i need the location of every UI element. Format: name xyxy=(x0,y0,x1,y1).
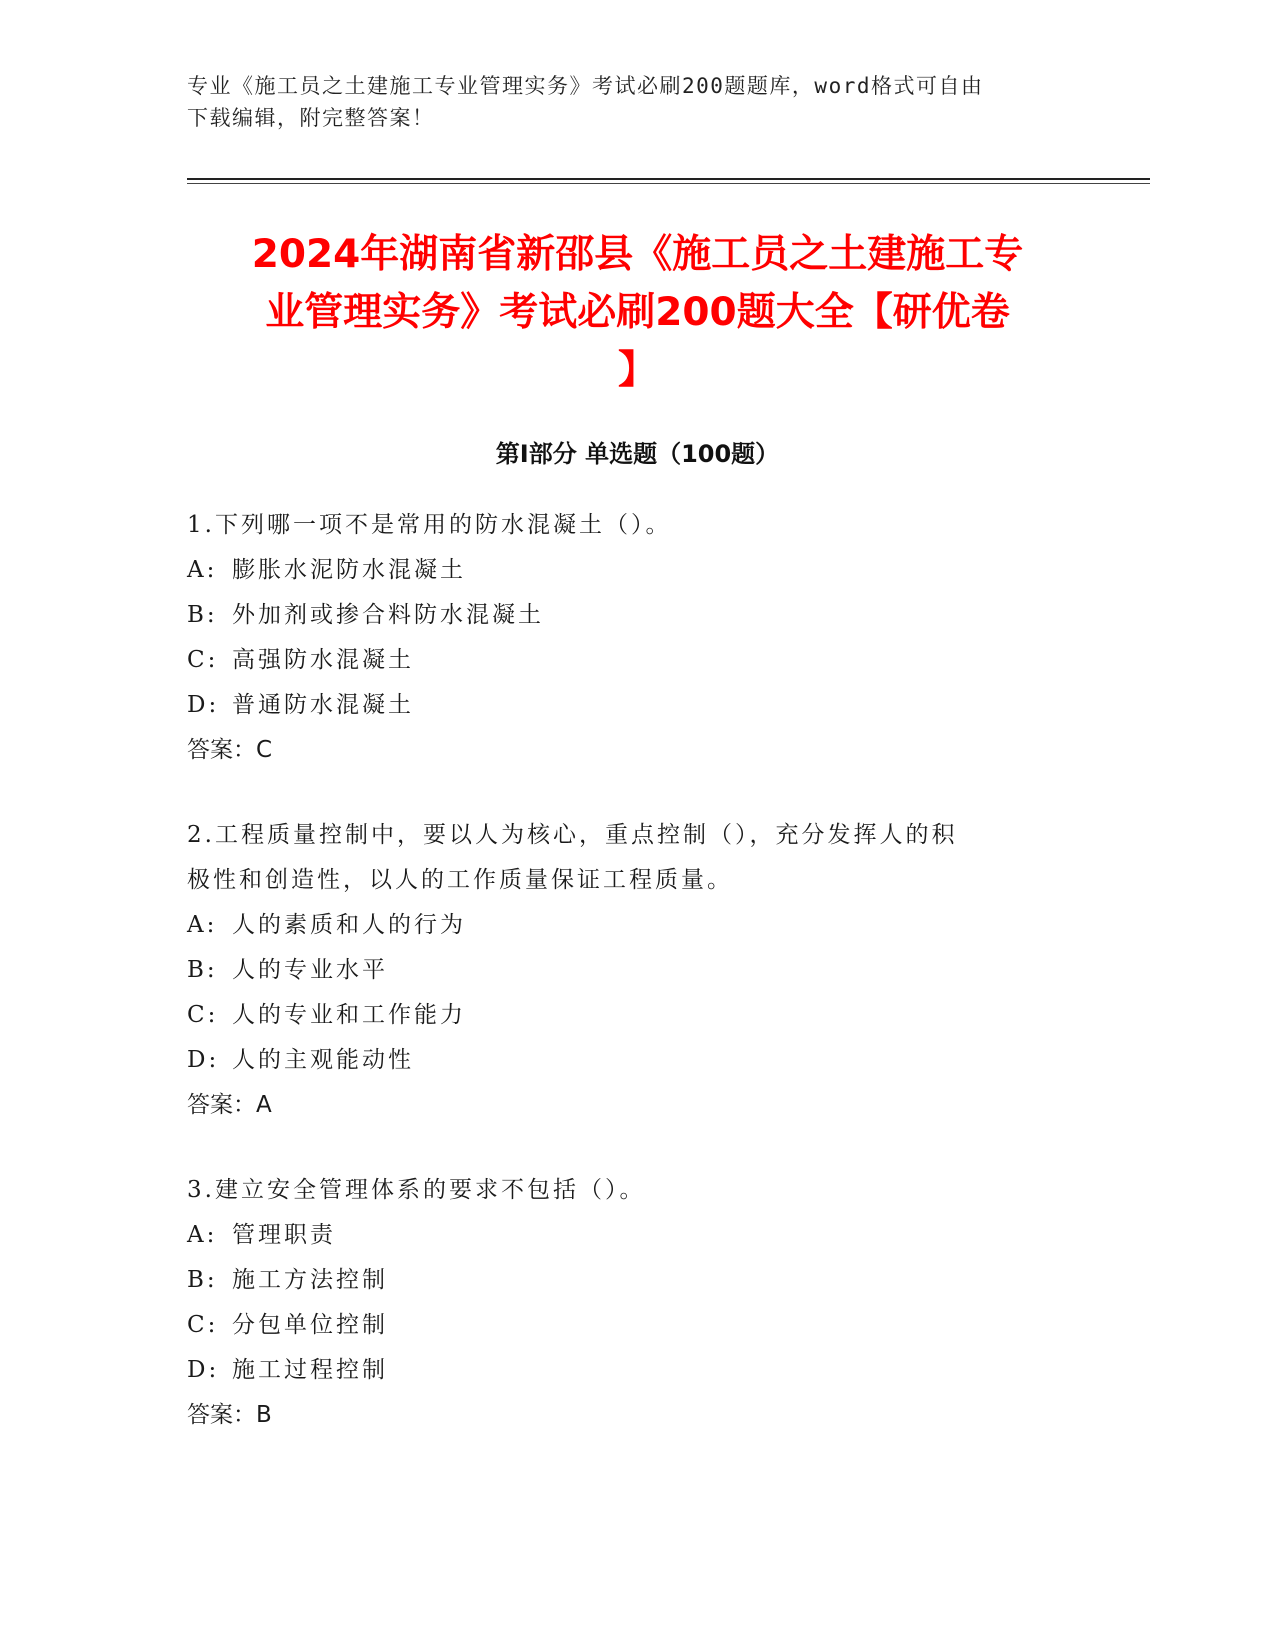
option-c xyxy=(187,1303,1067,1348)
document-title-line-1: 2024年湖南省新邵县《施工员之土建施工专 xyxy=(251,232,1024,277)
answer-line: 答案：C xyxy=(187,737,273,763)
option-letter: D: xyxy=(187,1357,220,1383)
section-heading: 第Ⅰ部分 单选题（100题） xyxy=(495,440,780,468)
option-text: 人的素质和人的行为 xyxy=(232,912,466,938)
option-letter: C: xyxy=(187,1312,219,1338)
option-text: 膨胀水泥防水混凝土 xyxy=(232,557,466,583)
answer-line: 答案：B xyxy=(187,1402,272,1428)
question-1 xyxy=(187,503,1067,773)
option-letter: A: xyxy=(187,557,218,583)
option-a xyxy=(187,548,1067,593)
option-d xyxy=(187,1038,1067,1083)
question-stem: 3.建立安全管理体系的要求不包括（）。 xyxy=(187,1177,646,1203)
question-stem: 2.工程质量控制中，要以人为核心，重点控制（），充分发挥人的积 xyxy=(187,822,958,848)
document-title xyxy=(175,226,1100,400)
option-text: 人的专业水平 xyxy=(232,957,388,983)
option-text: 普通防水混凝土 xyxy=(232,692,414,718)
option-c xyxy=(187,993,1067,1038)
option-letter: B: xyxy=(187,602,218,628)
header-note xyxy=(187,70,1067,134)
option-b xyxy=(187,593,1067,638)
option-a xyxy=(187,903,1067,948)
option-letter: A: xyxy=(187,1222,218,1248)
option-letter: D: xyxy=(187,692,220,718)
option-letter: A: xyxy=(187,912,218,938)
header-divider-thick xyxy=(187,178,1150,180)
question-stem-continued: 极性和创造性，以人的工作质量保证工程质量。 xyxy=(187,867,733,893)
question-stem: 1.下列哪一项不是常用的防水混凝土（）。 xyxy=(187,512,672,538)
option-text: 施工过程控制 xyxy=(232,1357,388,1383)
option-text: 外加剂或掺合料防水混凝土 xyxy=(232,602,544,628)
option-letter: D: xyxy=(187,1047,220,1073)
question-2 xyxy=(187,813,1067,1128)
option-b xyxy=(187,948,1067,993)
option-text: 人的专业和工作能力 xyxy=(232,1002,466,1028)
option-letter: B: xyxy=(187,957,218,983)
option-a xyxy=(187,1213,1067,1258)
answer-line: 答案：A xyxy=(187,1092,272,1118)
option-text: 高强防水混凝土 xyxy=(232,647,414,673)
header-divider-thin xyxy=(187,183,1150,184)
option-text: 分包单位控制 xyxy=(232,1312,388,1338)
option-d xyxy=(187,683,1067,728)
option-letter: C: xyxy=(187,647,219,673)
document-title-line-3: 】 xyxy=(617,348,657,393)
option-letter: B: xyxy=(187,1267,218,1293)
document-title-line-2: 业管理实务》考试必刷200题大全【研优卷 xyxy=(265,290,1010,335)
option-letter: C: xyxy=(187,1002,219,1028)
option-text: 人的主观能动性 xyxy=(232,1047,414,1073)
option-b xyxy=(187,1258,1067,1303)
option-d xyxy=(187,1348,1067,1393)
option-c xyxy=(187,638,1067,683)
question-3 xyxy=(187,1168,1067,1438)
option-text: 施工方法控制 xyxy=(232,1267,388,1293)
header-note-line-2: 下载编辑，附完整答案！ xyxy=(187,106,435,130)
option-text: 管理职责 xyxy=(232,1222,336,1248)
header-note-line-1: 专业《施工员之土建施工专业管理实务》考试必刷200题题库，word格式可自由 xyxy=(187,74,984,98)
